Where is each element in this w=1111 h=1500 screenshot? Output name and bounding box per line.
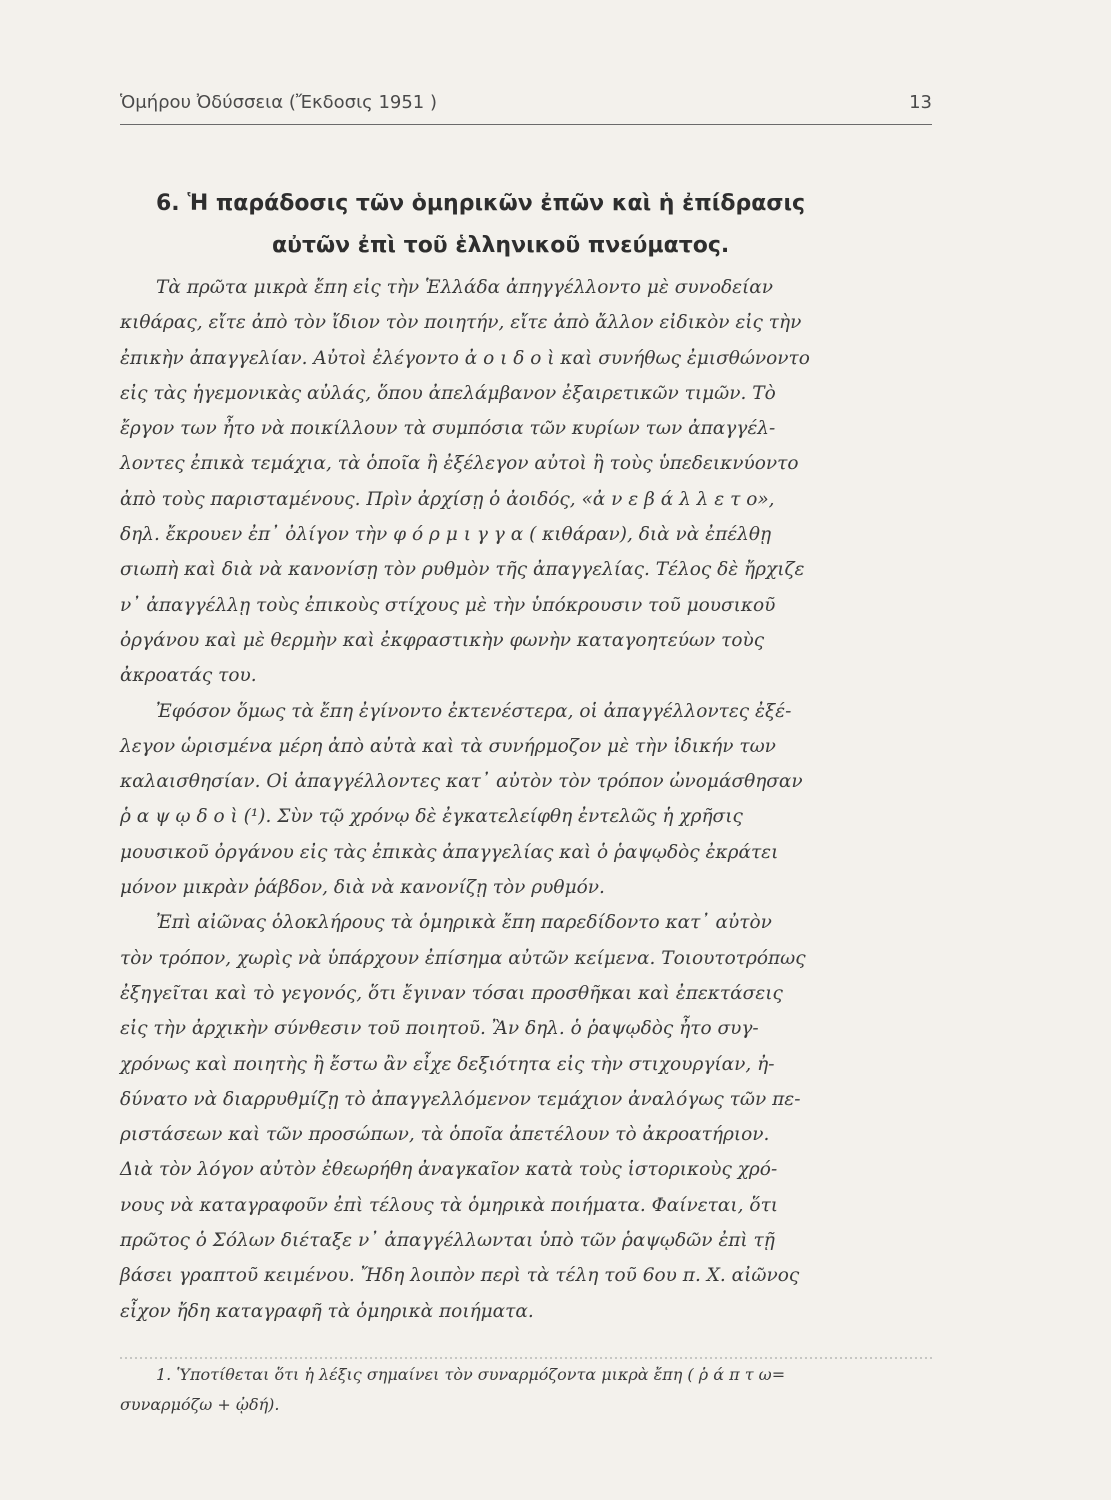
text-line: ριστάσεων καὶ τῶν προσώπων, τὰ ὁποῖα ἀπετέλουν τὸ ἀκροατήριον. [120,1124,770,1146]
text-line: λεγον ὡρισμένα μέρη ἀπὸ αὐτὰ καὶ τὰ συνήρμοζον μὲ τὴν ἰδικήν των [120,735,776,757]
text-line: Διὰ τὸν λόγον αὐτὸν ἐθεωρήθη ἀναγκαῖον κατὰ τοὺς ἱστορικοὺς χρό- [120,1159,778,1181]
text-line: σιωπὴ καὶ διὰ νὰ κανονίσῃ τὸν ρυθμὸν τῆς ἀπαγγελίας. Τέλος δὲ ἤρχιζε [120,559,805,581]
text-line: εἶχον ἤδη καταγραφῆ τὰ ὁμηρικὰ ποιήματα. [120,1300,534,1322]
text-line: χρόνως καὶ ποιητὴς ἢ ἔστω ἂν εἶχε δεξιότητα εἰς τὴν στιχουργίαν, ἠ- [120,1053,775,1075]
text-line: εἰς τὰς ἡγεμονικὰς αὐλάς, ὅπου ἀπελάμβανον ἐξαιρετικῶν τιμῶν. Τὸ [120,382,776,404]
text-line: καλαισθησίαν. Οἱ ἀπαγγέλλοντες κατ᾽ αὐτὸν τὸν τρόπον ὠνομάσθησαν [120,771,803,793]
text-line: ἐξηγεῖται καὶ τὸ γεγονός, ὅτι ἔγιναν τόσαι προσθῆκαι καὶ ἐπεκτάσεις [120,982,783,1004]
text-line: ν᾽ ἀπαγγέλλῃ τοὺς ἐπικοὺς στίχους μὲ τὴν ὑπόκρουσιν τοῦ μουσικοῦ [120,594,776,616]
text-line: νους νὰ καταγραφοῦν ἐπὶ τέλους τὰ ὁμηρικὰ ποιήματα. Φαίνεται, ὅτι [120,1194,779,1216]
text-line: ἀκροατάς του. [120,665,257,687]
body-text [120,270,950,1329]
text-line: δύνατο νὰ διαρρυθμίζῃ τὸ ἀπαγγελλόμενον τεμάχιον ἀναλόγως τῶν πε- [120,1088,801,1110]
page-number: 13 [909,92,932,113]
footnote-line-2: συναρμόζω + ᾠδή). [120,1395,280,1414]
text-line: Τὰ πρῶτα μικρὰ ἔπη εἰς τὴν Ἑλλάδα ἀπηγγέλλοντο μὲ συνοδείαν [156,277,774,298]
text-line: δηλ. ἔκρουεν ἐπ᾽ ὀλίγον τὴν φ ό ρ μ ι γ γ α ( κιθάραν), διὰ νὰ ἐπέλθῃ [120,524,772,546]
text-line: πρῶτος ὁ Σόλων διέταξε ν᾽ ἀπαγγέλλωνται ὑπὸ τῶν ῥαψῳδῶν ἐπὶ τῇ [120,1230,775,1252]
section-title-line-2: αὐτῶν ἐπὶ τοῦ ἑλληνικοῦ πνεύματος. [272,233,730,258]
text-line: λοντες ἐπικὰ τεμάχια, τὰ ὁποῖα ἢ ἐξέλεγον αὐτοὶ ἢ τοὺς ὑπεδεικνύοντο [120,453,799,475]
section-title-line-1: 6. Ἡ παράδοσις τῶν ὁμηρικῶν ἐπῶν καὶ ἡ ἐπίδρασις [156,191,806,216]
text-line: ἐπικὴν ἀπαγγελίαν. Αὐτοὶ ἐλέγοντο ἀ ο ι δ ο ὶ καὶ συνήθως ἐμισθώνοντο [120,347,810,369]
text-line: μόνον μικρὰν ῥάβδον, διὰ νὰ κανονίζῃ τὸν ρυθμόν. [120,877,605,899]
text-line: ἀπὸ τοὺς παρισταμένους. Πρὶν ἀρχίσῃ ὁ ἀοιδός, «ἀ ν ε β ά λ λ ε τ ο», [120,488,775,510]
page-header [120,88,932,125]
text-line: ῥ α ψ ῳ δ ο ὶ (¹). Σὺν τῷ χρόνῳ δὲ ἐγκατελείφθη ἐντελῶς ἡ χρῆσις [120,806,743,828]
text-line: κιθάρας, εἴτε ἀπὸ τὸν ἴδιον τὸν ποιητήν, εἴτε ἀπὸ ἄλλον εἰδικὸν εἰς τὴν [120,312,802,334]
text-line: ὀργάνου καὶ μὲ θερμὴν καὶ ἐκφραστικὴν φωνὴν καταγοητεύων τοὺς [120,629,765,651]
text-line: μουσικοῦ ὀργάνου εἰς τὰς ἐπικὰς ἀπαγγελίας καὶ ὁ ῥαψῳδὸς ἐκράτει [120,841,779,863]
footnotes [120,1360,950,1420]
text-line: Ἐφόσον ὅμως τὰ ἔπη ἐγίνοντο ἐκτενέστερα, οἱ ἀπαγγέλλοντες ἐξέ- [156,700,792,722]
text-line: τὸν τρόπον, χωρὶς νὰ ὑπάρχουν ἐπίσημα αὐτῶν κείμενα. Τοιουτοτρόπως [120,947,806,969]
footnote-line-1: 1. Ὑποτίθεται ὅτι ἡ λέξις σημαίνει τὸν συναρμόζοντα μικρὰ ἔπη ( ῥ ά π τ ω= [156,1365,786,1384]
text-line: εἰς τὴν ἀρχικὴν σύνθεσιν τοῦ ποιητοῦ. Ἂν δηλ. ὁ ῥαψῳδὸς ἦτο συγ- [120,1018,759,1040]
section-title [120,183,932,267]
text-line: ἔργον των ἦτο νὰ ποικίλλουν τὰ συμπόσια τῶν κυρίων των ἀπαγγέλ- [120,418,776,440]
text-line: βάσει γραπτοῦ κειμένου. Ἤδη λοιπὸν περὶ τὰ τέλη τοῦ 6ου π. Χ. αἰῶνος [120,1265,800,1287]
text-line: Ἐπὶ αἰῶνας ὁλοκλήρους τὰ ὁμηρικὰ ἔπη παρεδίδοντο κατ᾽ αὐτὸν [156,912,772,934]
running-title: Ὁμήρου Ὀδύσσεια (Ἔκδοσις 1951 ) [120,92,437,113]
